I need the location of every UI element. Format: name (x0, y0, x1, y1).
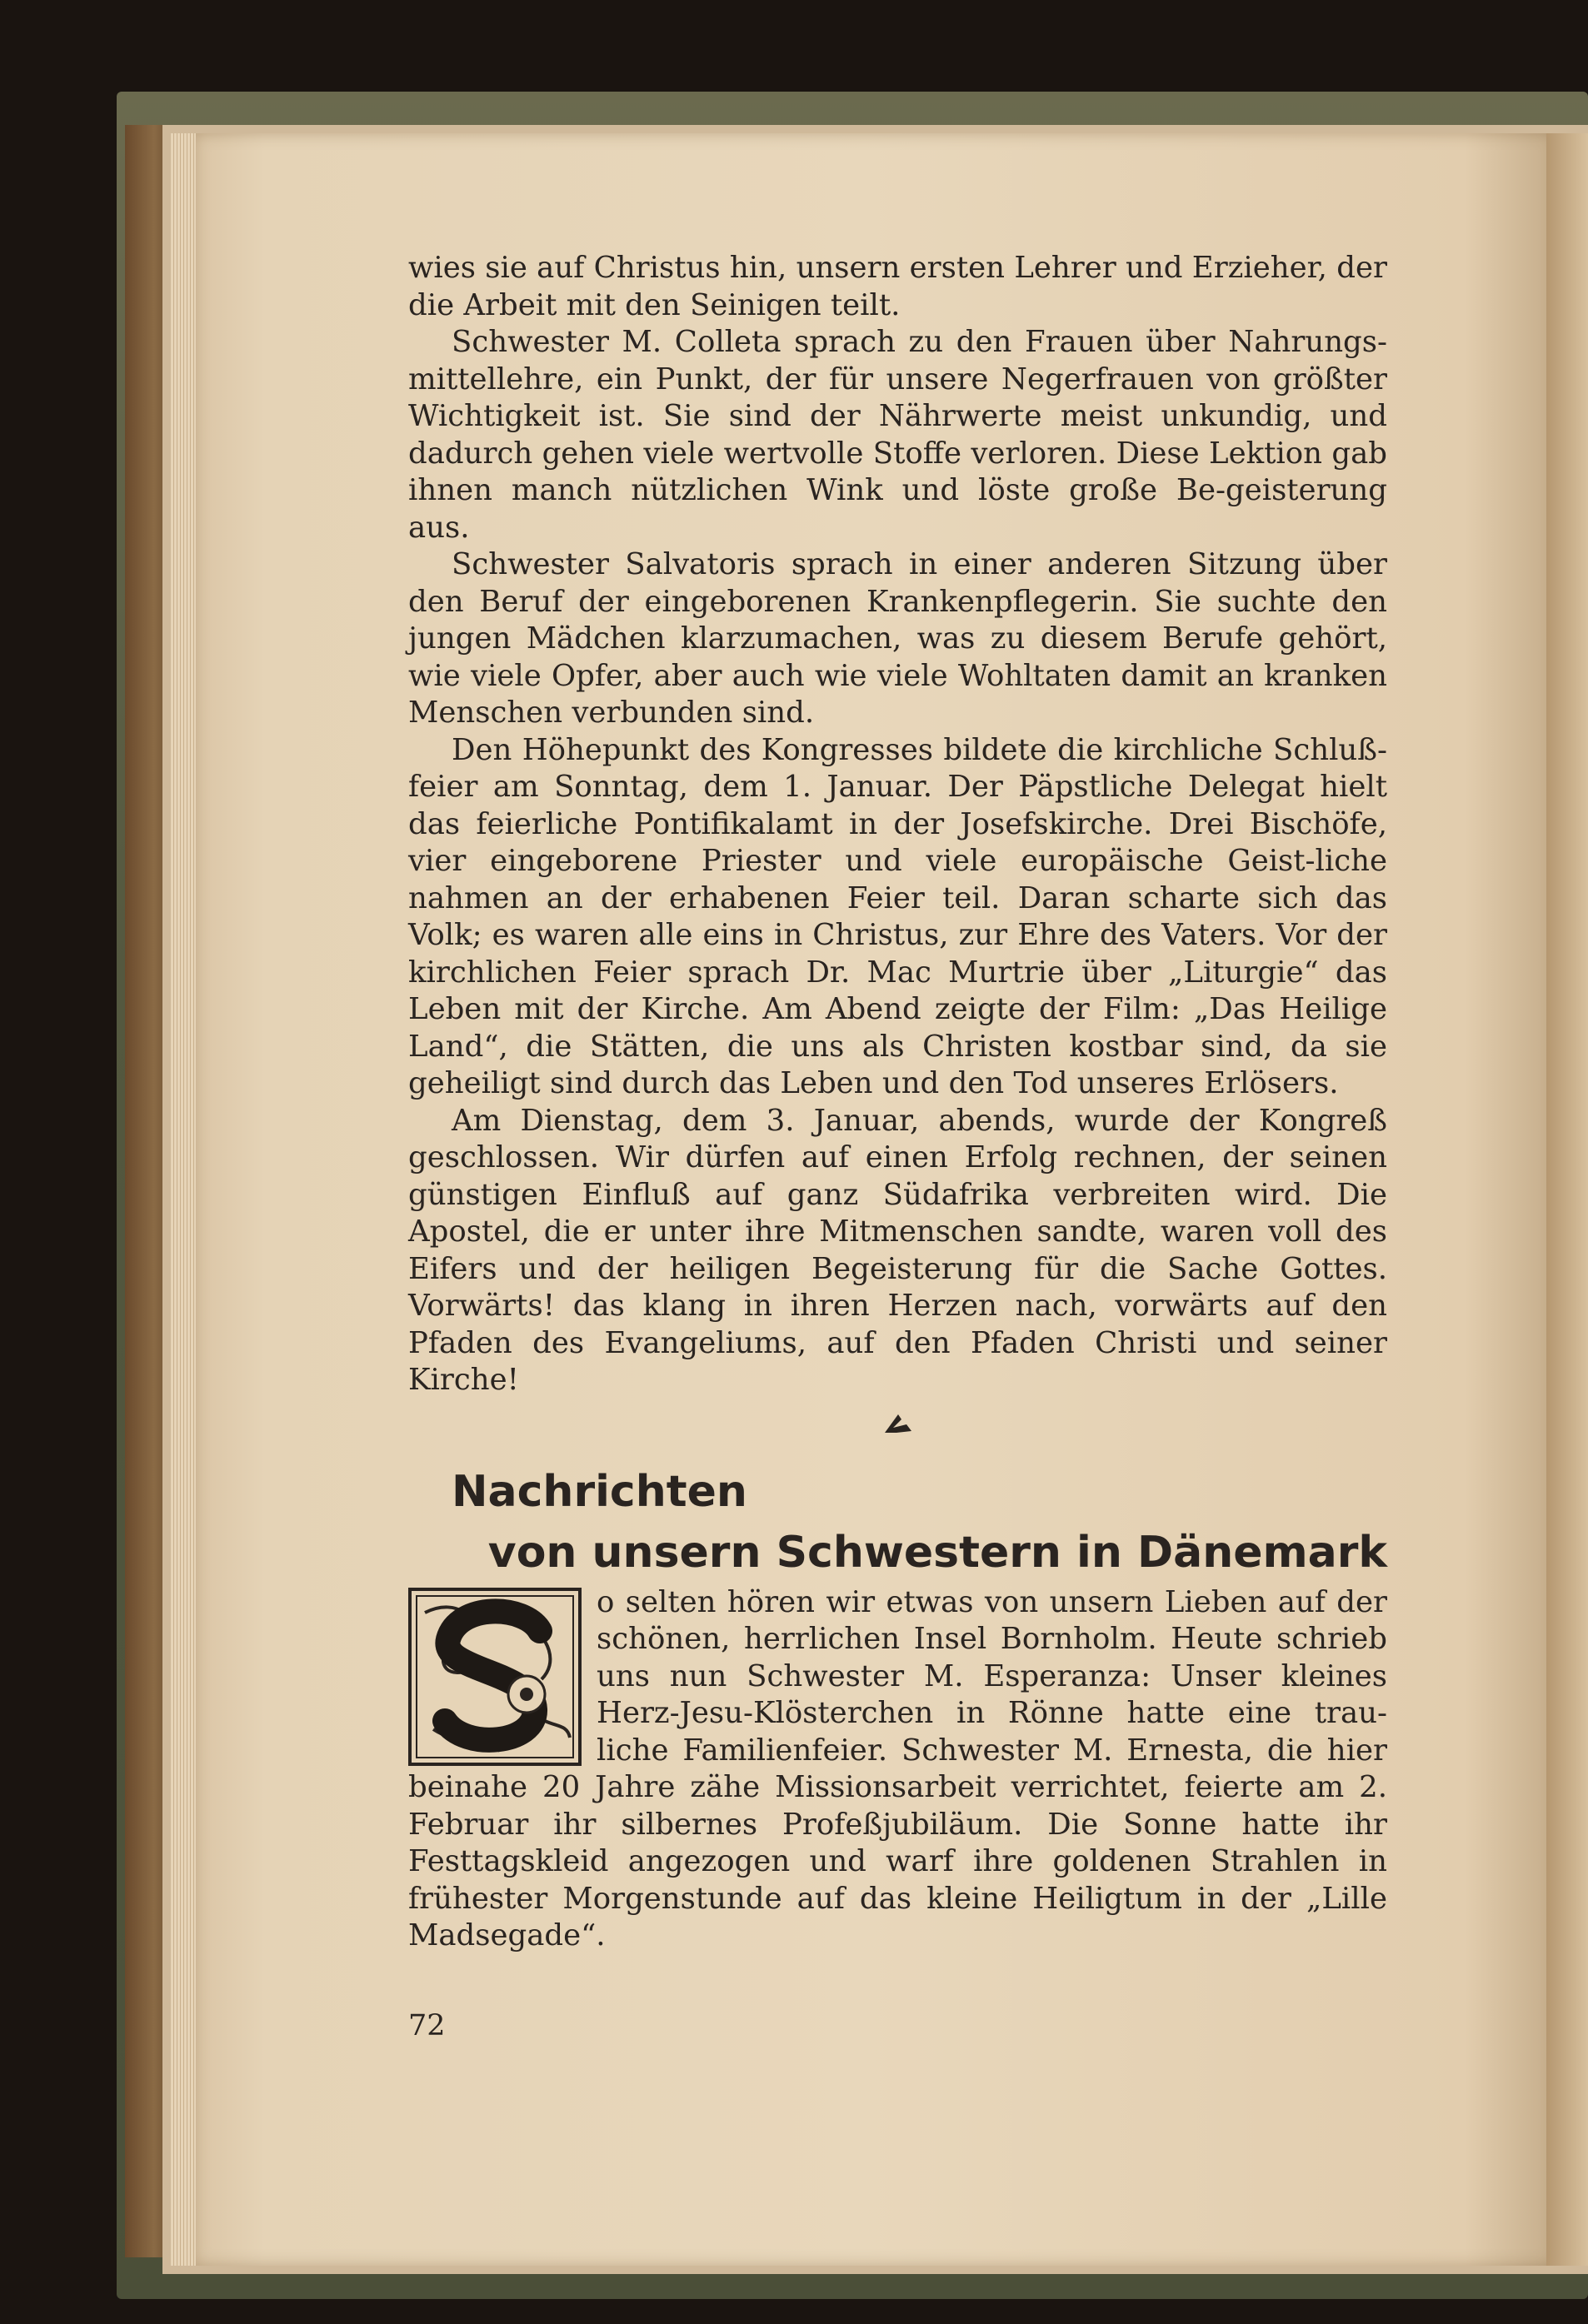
paragraph-5: Am Dienstag, dem 3. Januar, abends, wurde der Kongreß geschlossen. Wir dürfen auf einen Erfolg rechnen, der seinen günstigen Einfluß auf ganz Südafrika verbreiten wird. Die Apostel, die er unter ihre Mitmenschen sandte, waren voll des Eifers und der heiligen Begeisterung für die Sache Gottes. Vorwärts! das klang in ihren Herzen nach, vorwärts auf den Pfaden des Evangeliums, auf den Pfaden Christi und seiner Kirche! (408, 1103, 1387, 1397)
next-page-edge (1546, 133, 1588, 2266)
page-text (408, 250, 1387, 1955)
ornament-icon (408, 1408, 1387, 1458)
paragraph-1: wies sie auf Christus hin, unsern ersten Lehrer und Erzieher, der die Arbeit mit den Seinigen teilt. (408, 251, 1387, 322)
paragraph-3: Schwester Salvatoris sprach in einer anderen Sitzung über den Beruf der eingeborenen Krankenpflegerin. Sie suchte den jungen Mädchen klarzumachen, was zu diesem Berufe gehört, wie viele Opfer, aber auch wie viele Wohltaten damit an kranken Menschen verbunden sind. (408, 547, 1387, 730)
paragraph-2: Schwester M. Colleta sprach zu den Frauen über Nahrungs-mittellehre, ein Punkt, der für unsere Negerfrauen von größter Wichtigkeit ist. Sie sind der Nährwerte meist unkundig, und dadurch gehen viele wertvolle Stoffe verloren. Diese Lektion gab ihnen manch nützlichen Wink und löste große Be-geisterung aus. (408, 325, 1387, 545)
paragraph-4: Den Höhepunkt des Kongresses bildete die kirchliche Schluß-feier am Sonntag, dem 1. Januar. Der Päpstliche Delegat hielt das feierliche Pontifikalamt in der Josefskirche. Drei Bischöfe, vier eingeborene Priester und viele europäische Geist-liche nahmen an der erhabenen Feier teil. Daran scharte sich das Volk; es waren alle eins in Christus, zur Ehre des Vaters. Vor der kirchlichen Feier sprach Dr. Mac Murtrie über „Liturgie“ das Leben mit der Kirche. Am Abend zeigte der Film: „Das Heilige Land“, die Stätten, die uns als Christen kostbar sind, da sie geheiligt sind durch das Leben und den Tod unseres Erlösers. (408, 732, 1387, 1100)
section-heading-line-1: Nachrichten (452, 1466, 747, 1517)
section-heading-line-2: von unsern Schwestern in Dänemark (487, 1527, 1387, 1578)
page-number: 72 (408, 2009, 446, 2042)
section-daenemark (408, 1463, 1387, 1955)
decorated-initial-icon (408, 1588, 582, 1766)
section-body: o selten hören wir etwas von unsern Lieben auf der schönen, herrlichen Insel Bornholm. Heute schrieb uns nun Schwester M. Esperanza: Unser kleines Herz-Jesu-Klösterchen in Rönne hatte eine trau-liche Familienfeier. Schwester M. Ernesta, die hier beinahe 20 Jahre zähe Missionsarbeit verrichtet, feierte am 2. Februar ihr silbernes Profeßjubiläum. Die Sonne hatte ihr Festtagskleid angezogen und warf ihre goldenen Strahlen in frühester Morgenstunde auf das kleine Heiligtum in der „Lille Madsegade“. (408, 1584, 1387, 1952)
page-edges (171, 133, 196, 2266)
